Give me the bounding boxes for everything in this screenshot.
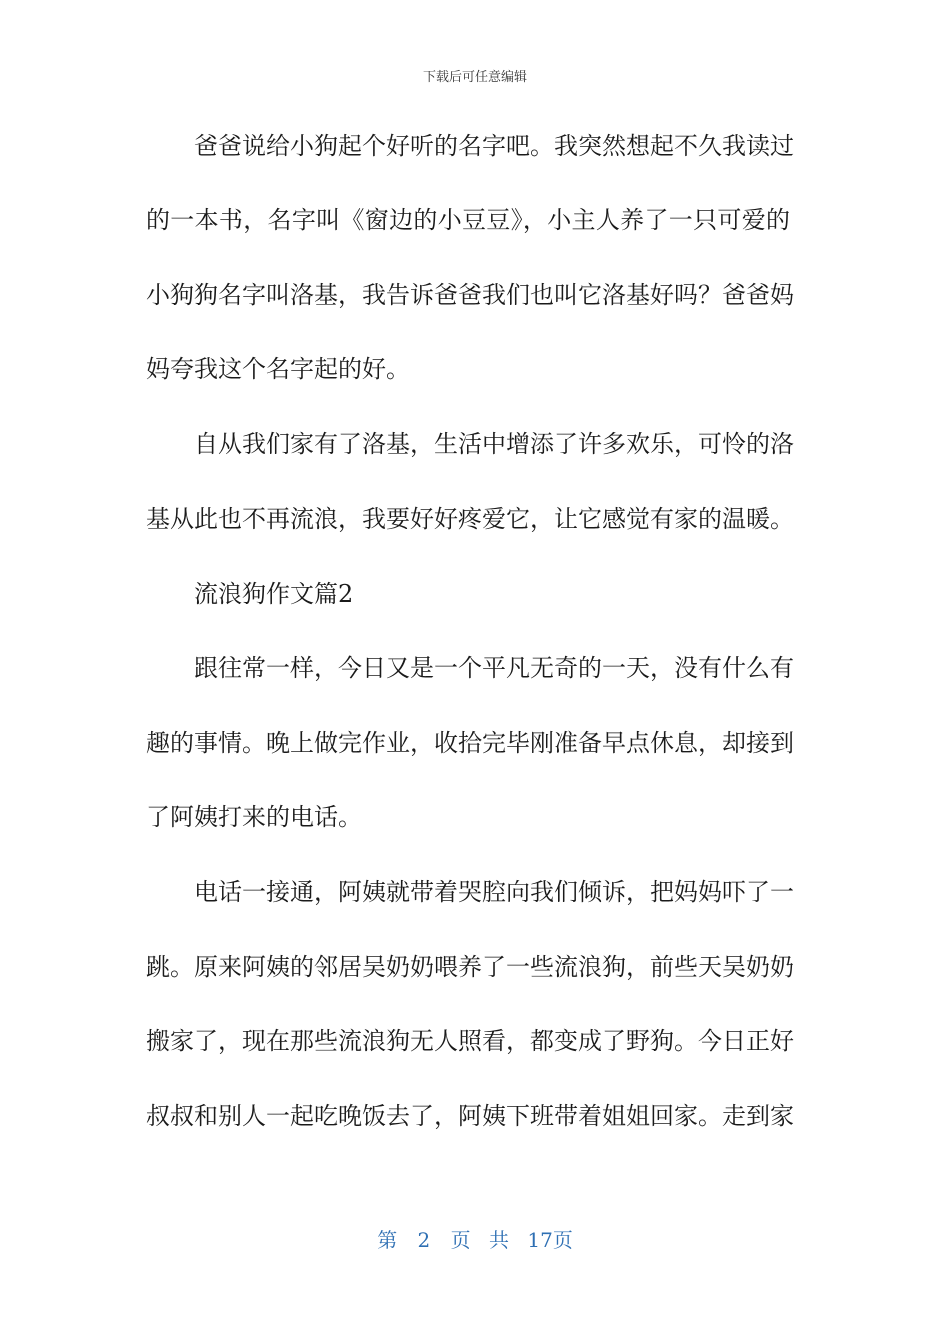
text-line: 小狗狗名字叫洛基，我告诉爸爸我们也叫它洛基好吗？爸爸妈	[146, 281, 794, 309]
text-line: 叔叔和别人一起吃晚饭去了，阿姨下班带着姐姐回家。走到家	[146, 1102, 794, 1130]
page-footer	[0, 1224, 950, 1253]
text-line: 爸爸说给小狗起个好听的名字吧。我突然想起不久我读过	[194, 132, 794, 160]
current-page-number: 2	[417, 1228, 431, 1252]
text-line: 自从我们家有了洛基，生活中增添了许多欢乐，可怜的洛	[194, 430, 794, 458]
text-line: 搬家了，现在那些流浪狗无人照看，都变成了野狗。今日正好	[146, 1027, 794, 1055]
text-line: 跳。原来阿姨的邻居吴奶奶喂养了一些流浪狗，前些天吴奶奶	[146, 953, 794, 981]
text-line: 趣的事情。晚上做完作业，收拾完毕刚准备早点休息，却接到	[146, 729, 794, 757]
footer-page-word: 页	[450, 1228, 471, 1252]
text-line: 了阿姨打来的电话。	[146, 803, 362, 831]
text-line: 跟往常一样，今日又是一个平凡无奇的一天，没有什么有	[194, 654, 794, 682]
section-heading: 流浪狗作文篇2	[194, 580, 354, 608]
footer-total-word: 共	[489, 1228, 509, 1252]
text-line: 的一本书，名字叫《窗边的小豆豆》，小主人养了一只可爱的	[146, 206, 790, 234]
footer-suffix: 页	[552, 1228, 573, 1252]
footer-prefix: 第	[377, 1228, 398, 1252]
total-page-number: 17	[527, 1228, 553, 1252]
text-line: 基从此也不再流浪，我要好好疼爱它，让它感觉有家的温暖。	[146, 505, 794, 533]
text-line: 电话一接通，阿姨就带着哭腔向我们倾诉，把妈妈吓了一	[194, 878, 794, 906]
text-line: 妈夸我这个名字起的好。	[146, 355, 410, 383]
header-note: 下载后可任意编辑	[422, 70, 527, 85]
